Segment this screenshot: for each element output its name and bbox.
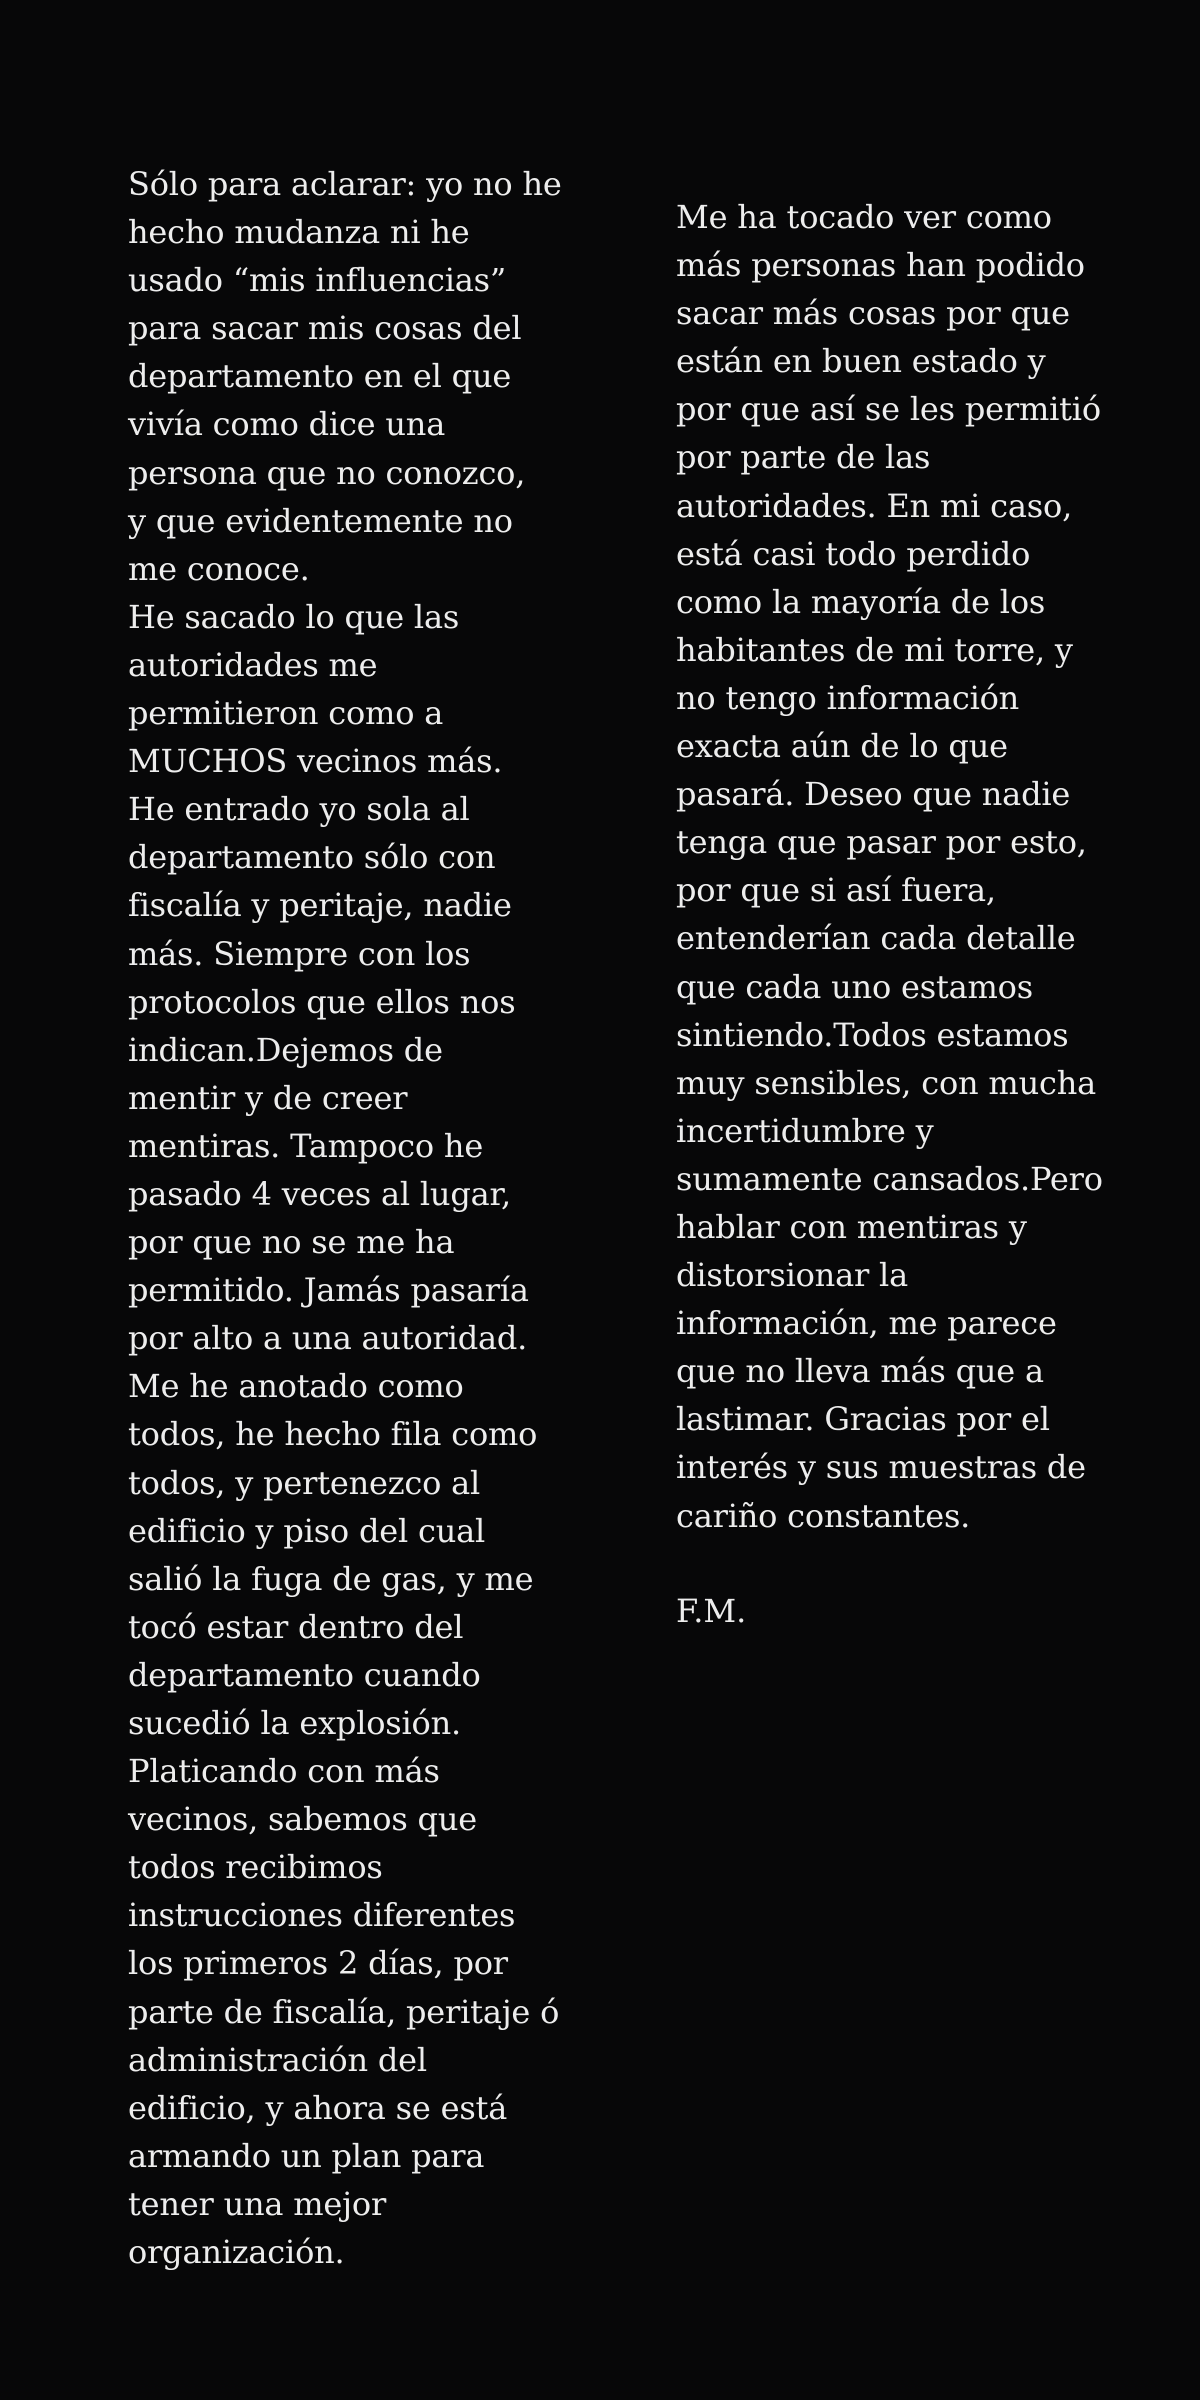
text-line: usado “mis influencias”: [128, 261, 507, 300]
text-line: lastimar. Gracias por el: [676, 1400, 1050, 1439]
text-line: todos, he hecho fila como: [128, 1415, 538, 1454]
text-line: persona que no conozco,: [128, 453, 526, 492]
text-line: y que evidentemente no: [128, 501, 513, 540]
text-line: edificio y piso del cual: [128, 1511, 486, 1550]
text-line: que cada uno estamos: [676, 967, 1033, 1006]
text-line: distorsionar la: [676, 1256, 908, 1295]
text-line: todos recibimos: [128, 1848, 383, 1887]
text-line: más personas han podido: [676, 246, 1085, 285]
text-line: edificio, y ahora se está: [128, 2088, 508, 2127]
text-line: por que si así fuera,: [676, 871, 996, 910]
text-line: tocó estar dentro del: [128, 1607, 464, 1646]
text-line: que no lleva más que a: [676, 1352, 1044, 1391]
text-line: Sólo para aclarar: yo no he: [128, 165, 562, 203]
text-line: todos, y pertenezco al: [128, 1463, 481, 1502]
text-line: autoridades. En mi caso,: [676, 486, 1073, 525]
text-line: pasado 4 veces al lugar,: [128, 1174, 512, 1213]
text-line: Platicando con más: [128, 1752, 440, 1791]
text-line: exacta aún de lo que: [676, 727, 1008, 766]
text-line: por que no se me ha: [128, 1223, 455, 1262]
text-line: instrucciones diferentes: [128, 1896, 516, 1935]
text-line: salió la fuga de gas, y me: [128, 1559, 534, 1598]
text-line: departamento cuando: [128, 1655, 481, 1694]
text-line: indican.Dejemos de: [128, 1030, 443, 1069]
text-line: departamento sólo con: [128, 838, 496, 877]
text-line: por alto a una autoridad.: [128, 1319, 528, 1358]
text-line: fiscalía y peritaje, nadie: [128, 886, 512, 925]
text-line: por parte de las: [676, 438, 931, 477]
text-line: parte de fiscalía, peritaje ó: [128, 1992, 560, 2031]
text-line: incertidumbre y: [676, 1111, 934, 1150]
text-line: vecinos, sabemos que: [128, 1800, 477, 1839]
text-line: está casi todo perdido: [676, 534, 1031, 573]
text-line: tenga que pasar por esto,: [676, 823, 1087, 862]
left-text-column: [128, 160, 598, 2276]
text-line: permitido. Jamás pasaría: [128, 1271, 529, 1310]
text-line: información, me parece: [676, 1304, 1057, 1343]
signature-initials: F.M.: [676, 1591, 747, 1630]
text-line: armando un plan para: [128, 2136, 485, 2175]
text-line: sintiendo.Todos estamos: [676, 1015, 1069, 1054]
text-line: me conoce.: [128, 549, 310, 588]
text-line: para sacar mis cosas del: [128, 309, 522, 348]
text-line: tener una mejor: [128, 2184, 387, 2223]
text-line: protocolos que ellos nos: [128, 982, 516, 1021]
text-line: organización.: [128, 2233, 345, 2272]
text-line: hablar con mentiras y: [676, 1207, 1027, 1246]
text-line: más. Siempre con los: [128, 934, 471, 973]
text-line: departamento en el que: [128, 357, 512, 396]
text-line: administración del: [128, 2040, 427, 2079]
text-line: habitantes de mi torre, y: [676, 630, 1073, 669]
text-line: entenderían cada detalle: [676, 919, 1076, 958]
text-line: He sacado lo que las: [128, 597, 460, 636]
text-line: vivía como dice una: [128, 405, 446, 444]
text-line: sumamente cansados.Pero: [676, 1159, 1103, 1198]
text-line: MUCHOS vecinos más.: [128, 742, 503, 781]
text-line: como la mayoría de los: [676, 582, 1046, 621]
text-line: cariño constantes.: [676, 1496, 971, 1535]
text-line: autoridades me: [128, 645, 378, 684]
text-line: no tengo información: [676, 678, 1020, 717]
text-line: interés y sus muestras de: [676, 1448, 1086, 1487]
text-line: mentiras. Tampoco he: [128, 1126, 484, 1165]
text-line: los primeros 2 días, por: [128, 1944, 508, 1983]
text-line: Me he anotado como: [128, 1367, 464, 1406]
text-line: He entrado yo sola al: [128, 790, 470, 829]
text-line: muy sensibles, con mucha: [676, 1063, 1096, 1102]
text-line: están en buen estado y: [676, 342, 1046, 381]
text-line: sacar más cosas por que: [676, 294, 1070, 333]
text-line: sucedió la explosión.: [128, 1704, 462, 1742]
text-line: permitieron como a: [128, 694, 444, 733]
text-line: Me ha tocado ver como: [676, 198, 1052, 236]
text-line: hecho mudanza ni he: [128, 213, 470, 252]
text-line: mentir y de creer: [128, 1078, 408, 1117]
text-line: por que así se les permitió: [676, 390, 1101, 429]
text-line: pasará. Deseo que nadie: [676, 775, 1071, 814]
right-text-column: [676, 193, 1176, 1635]
